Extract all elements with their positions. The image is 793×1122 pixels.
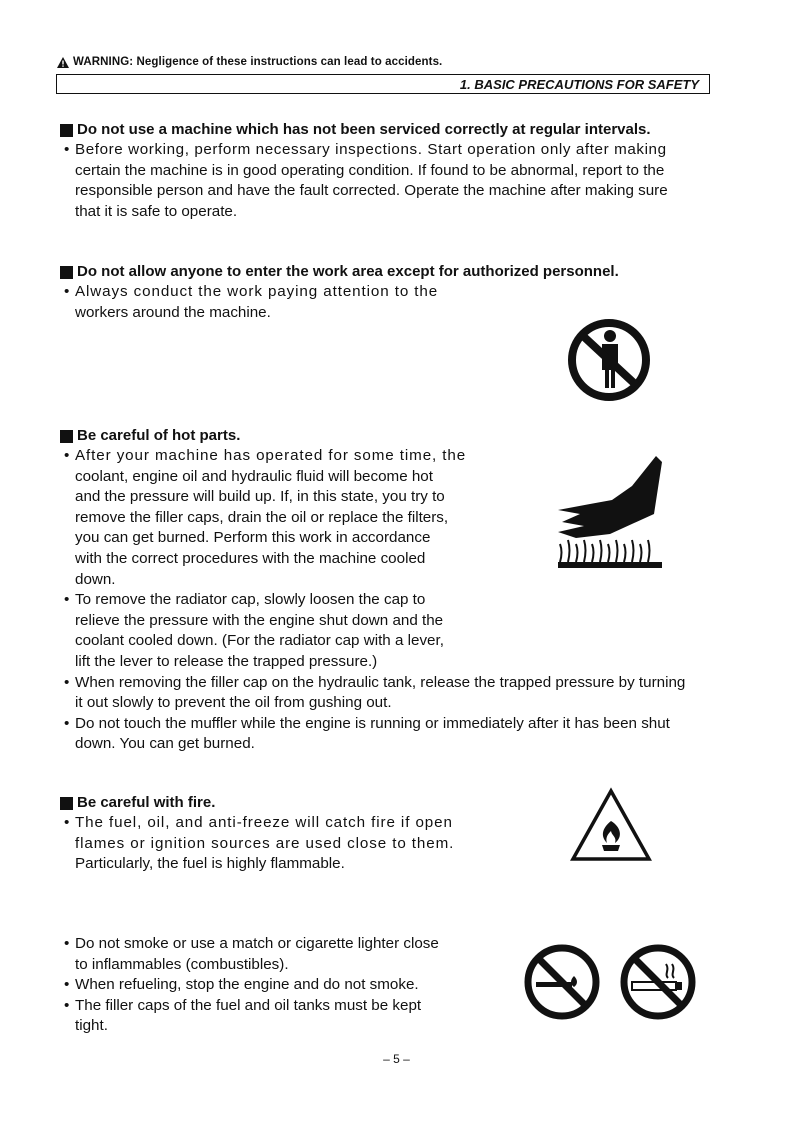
- no-smoking-icon: [618, 942, 698, 1022]
- bullet-item: • When removing the filler cap on the hydraulic tank, release the trapped pressure by turning it out slowly to prevent the oil from gushing out.: [60, 673, 685, 714]
- heading-bullet-square: [60, 797, 73, 810]
- bullet-item: • Before working, perform necessary inspections. Start operation only after making certain the machine is in good operating condition. If found to be abnormal, report to the responsible person and have the fault corrected. Operate the machine after making sure that it is safe to operate.: [60, 140, 668, 222]
- section-heading: Be careful of hot parts.: [60, 426, 685, 446]
- section-work-area: [60, 262, 619, 323]
- bullet-item: • When refueling, stop the engine and do not smoke.: [60, 975, 439, 996]
- bullet-item: • The fuel, oil, and anti-freeze will catch fire if open flames or ignition sources are used close to them. Particularly, the fuel is highly flammable.: [60, 813, 454, 875]
- section-fire: [60, 793, 454, 875]
- warning-line: [57, 56, 442, 68]
- no-entry-person-icon: [566, 317, 652, 403]
- heading-bullet-square: [60, 430, 73, 443]
- bullet-item: • To remove the radiator cap, slowly loosen the cap to relieve the pressure with the engine shut down and the coolant cooled down. (For the radiator cap with a lever, lift the lever to release the trapped pressure.): [60, 590, 685, 672]
- heading-bullet-square: [60, 124, 73, 137]
- section-serviced-machine: [60, 120, 668, 222]
- page-number: – 5 –: [383, 1052, 410, 1066]
- no-open-flame-icon: [522, 942, 602, 1022]
- warning-text: WARNING: Negligence of these instructions can lead to accidents.: [73, 56, 443, 68]
- hot-surface-hand-icon: [556, 452, 664, 574]
- section-title-box: [56, 74, 710, 94]
- section-heading: Do not allow anyone to enter the work area except for authorized personnel.: [60, 262, 619, 282]
- flammable-warning-icon: [569, 787, 653, 863]
- section-heading: Be careful with fire.: [60, 793, 454, 813]
- bullet-item: • Always conduct the work paying attention to the workers around the machine.: [60, 282, 619, 323]
- bullet-item: • Do not smoke or use a match or cigarette lighter close to inflammables (combustibles).: [60, 934, 439, 975]
- section-title: 1. BASIC PRECAUTIONS FOR SAFETY: [459, 77, 699, 92]
- section-heading: Do not use a machine which has not been serviced correctly at regular intervals.: [60, 120, 668, 140]
- bullet-item: • The filler caps of the fuel and oil tanks must be kept tight.: [60, 996, 439, 1037]
- section-no-smoking: [60, 934, 439, 1037]
- bullet-item: • After your machine has operated for some time, the coolant, engine oil and hydraulic fluid will become hot and the pressure will build up. If, in this state, you try to remove the filler caps, drain the oil or replace the filters, you can get burned. Perform this work in accordance with the correct procedures with the machine cooled down.: [60, 446, 685, 590]
- heading-bullet-square: [60, 266, 73, 279]
- bullet-item: • Do not touch the muffler while the engine is running or immediately after it has been shut down. You can get burned.: [60, 714, 685, 755]
- warning-triangle-icon: [57, 57, 69, 68]
